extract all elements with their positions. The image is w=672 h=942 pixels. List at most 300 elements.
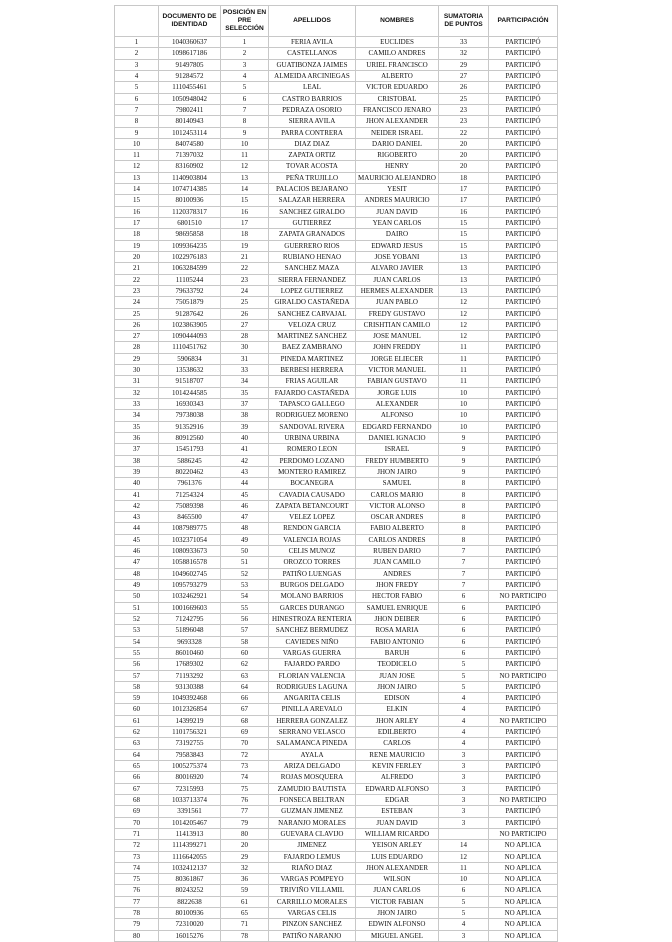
cell-names: JHON FREDY (356, 580, 439, 591)
cell-points: 7 (439, 580, 489, 591)
cell-points: 9 (439, 444, 489, 455)
cell-position: 62 (221, 659, 269, 670)
cell-index: 49 (115, 580, 159, 591)
cell-surnames: RIAÑO DIAZ (269, 862, 356, 873)
cell-names: JHON ARLEY (356, 715, 439, 726)
cell-participation: PARTICIPÓ (489, 749, 558, 760)
table-row (115, 636, 558, 647)
cell-names: EDGAR (356, 794, 439, 805)
cell-surnames: MOLANO BARRIOS (269, 591, 356, 602)
cell-participation: NO APLICA (489, 908, 558, 919)
cell-index: 67 (115, 783, 159, 794)
cell-names: CRISHTIAN CAMILO (356, 319, 439, 330)
cell-position: 11 (221, 150, 269, 161)
cell-participation: PARTICIPÓ (489, 727, 558, 738)
cell-document: 1001669603 (159, 602, 221, 613)
cell-participation: PARTICIPÓ (489, 636, 558, 647)
cell-points: 3 (439, 749, 489, 760)
cell-surnames: SALAMANCA PINEDA (269, 738, 356, 749)
cell-position: 71 (221, 919, 269, 930)
cell-names: JUAN CARLOS (356, 274, 439, 285)
cell-position: 65 (221, 908, 269, 919)
cell-document: 80016920 (159, 772, 221, 783)
cell-surnames: ANGARITA CELIS (269, 693, 356, 704)
cell-surnames: SANCHEZ BERMUDEZ (269, 625, 356, 636)
cell-points: 12 (439, 319, 489, 330)
table-row (115, 568, 558, 579)
cell-names: JUAN CAMILO (356, 557, 439, 568)
cell-names: YESIT (356, 184, 439, 195)
cell-document: 5886245 (159, 455, 221, 466)
cell-names: NEIDER ISRAEL (356, 127, 439, 138)
cell-document: 1032412137 (159, 862, 221, 873)
cell-document: 80100936 (159, 908, 221, 919)
cell-document: 1014244585 (159, 387, 221, 398)
table-row (115, 365, 558, 376)
cell-position: 10 (221, 138, 269, 149)
cell-points: 5 (439, 659, 489, 670)
cell-names: VICTOR MANUEL (356, 365, 439, 376)
cell-surnames: DIAZ DIAZ (269, 138, 356, 149)
cell-names: JHON DEIBER (356, 613, 439, 624)
cell-points: 9 (439, 455, 489, 466)
cell-position: 61 (221, 896, 269, 907)
cell-names: JUAN JOSE (356, 670, 439, 681)
cell-position: 58 (221, 636, 269, 647)
cell-surnames: ZAPATA GRANADOS (269, 229, 356, 240)
table-row (115, 478, 558, 489)
cell-points: 9 (439, 432, 489, 443)
cell-participation: PARTICIPÓ (489, 104, 558, 115)
cell-surnames: VELEZ LOPEZ (269, 512, 356, 523)
cell-names: LUIS EDUARDO (356, 851, 439, 862)
cell-names: ALVARO JAVIER (356, 263, 439, 274)
cell-index: 52 (115, 613, 159, 624)
cell-surnames: ZAPATA BETANCOURT (269, 500, 356, 511)
cell-surnames: FAJARDO LEMUS (269, 851, 356, 862)
cell-points: 12 (439, 308, 489, 319)
cell-names: JOSE YOBANI (356, 251, 439, 262)
cell-participation: NO APLICA (489, 885, 558, 896)
cell-surnames: FERIA AVILA (269, 37, 356, 48)
cell-index: 39 (115, 466, 159, 477)
cell-participation: PARTICIPÓ (489, 387, 558, 398)
cell-surnames: GIRALDO CASTAÑEDA (269, 297, 356, 308)
table-row (115, 896, 558, 907)
table-row (115, 150, 558, 161)
cell-index: 79 (115, 919, 159, 930)
cell-surnames: OROZCO TORRES (269, 557, 356, 568)
cell-participation: PARTICIPÓ (489, 150, 558, 161)
cell-position: 59 (221, 885, 269, 896)
cell-surnames: RODRIGUEZ MORENO (269, 410, 356, 421)
cell-document: 80140943 (159, 116, 221, 127)
table-row (115, 749, 558, 760)
header-document: DOCUMENTO DE IDENTIDAD (159, 6, 221, 37)
cell-surnames: BERBESI HERRERA (269, 365, 356, 376)
cell-surnames: GUTIERREZ (269, 218, 356, 229)
table-row (115, 840, 558, 851)
table-row (115, 184, 558, 195)
cell-points: 15 (439, 240, 489, 251)
table-row (115, 512, 558, 523)
cell-position: 74 (221, 772, 269, 783)
cell-points: 5 (439, 896, 489, 907)
cell-position: 63 (221, 670, 269, 681)
cell-index: 58 (115, 681, 159, 692)
cell-document: 71397032 (159, 150, 221, 161)
cell-document: 1012453114 (159, 127, 221, 138)
cell-index: 21 (115, 263, 159, 274)
cell-points: 6 (439, 636, 489, 647)
cell-position: 39 (221, 421, 269, 432)
cell-surnames: ARIZA DELGADO (269, 761, 356, 772)
cell-participation: PARTICIPÓ (489, 218, 558, 229)
cell-index: 57 (115, 670, 159, 681)
table-row (115, 59, 558, 70)
cell-position: 1 (221, 37, 269, 48)
cell-surnames: SERRANO VELASCO (269, 727, 356, 738)
cell-document: 91497805 (159, 59, 221, 70)
cell-position: 54 (221, 591, 269, 602)
cell-participation: PARTICIPÓ (489, 138, 558, 149)
cell-document: 84074580 (159, 138, 221, 149)
cell-document: 5906834 (159, 353, 221, 364)
cell-position: 79 (221, 817, 269, 828)
cell-names: EDILBERTO (356, 727, 439, 738)
cell-participation: NO PARTICIPO (489, 670, 558, 681)
cell-index: 74 (115, 862, 159, 873)
cell-document: 1022976183 (159, 251, 221, 262)
table-row (115, 930, 558, 941)
cell-position: 26 (221, 308, 269, 319)
cell-points: 7 (439, 546, 489, 557)
cell-surnames: FONSECA BELTRAN (269, 794, 356, 805)
cell-participation: PARTICIPÓ (489, 206, 558, 217)
cell-position: 29 (221, 851, 269, 862)
cell-names: ALEXANDER (356, 399, 439, 410)
cell-index: 26 (115, 319, 159, 330)
cell-participation: PARTICIPÓ (489, 761, 558, 772)
cell-names: RUBEN DARIO (356, 546, 439, 557)
cell-names: ALFREDO (356, 772, 439, 783)
cell-position: 37 (221, 399, 269, 410)
cell-participation: PARTICIPÓ (489, 817, 558, 828)
cell-participation: PARTICIPÓ (489, 738, 558, 749)
cell-document: 1110451762 (159, 342, 221, 353)
table-row (115, 534, 558, 545)
cell-names: JORGE LUIS (356, 387, 439, 398)
cell-points: 6 (439, 625, 489, 636)
cell-position: 34 (221, 376, 269, 387)
cell-surnames: CAVIEDES NIÑO (269, 636, 356, 647)
cell-participation: NO APLICA (489, 930, 558, 941)
cell-participation: PARTICIPÓ (489, 285, 558, 296)
cell-participation: PARTICIPÓ (489, 319, 558, 330)
cell-participation: PARTICIPÓ (489, 602, 558, 613)
cell-position: 9 (221, 127, 269, 138)
cell-document: 1032462921 (159, 591, 221, 602)
cell-surnames: PINILLA AREVALO (269, 704, 356, 715)
cell-names: JUAN CARLOS (356, 885, 439, 896)
cell-position: 14 (221, 184, 269, 195)
cell-position: 57 (221, 625, 269, 636)
cell-index: 77 (115, 896, 159, 907)
cell-position: 6 (221, 93, 269, 104)
cell-index: 51 (115, 602, 159, 613)
cell-participation: PARTICIPÓ (489, 647, 558, 658)
cell-position: 13 (221, 172, 269, 183)
cell-index: 72 (115, 840, 159, 851)
cell-index: 24 (115, 297, 159, 308)
cell-names: CAMILO ANDRES (356, 48, 439, 59)
cell-points: 10 (439, 874, 489, 885)
cell-points: 11 (439, 342, 489, 353)
cell-surnames: GUERRERO RIOS (269, 240, 356, 251)
table-row (115, 670, 558, 681)
cell-document: 75089398 (159, 500, 221, 511)
table-row (115, 387, 558, 398)
cell-surnames: JIMENEZ (269, 840, 356, 851)
cell-names: SAMUEL (356, 478, 439, 489)
table-row (115, 308, 558, 319)
cell-position: 4 (221, 70, 269, 81)
cell-position: 36 (221, 874, 269, 885)
table-row (115, 93, 558, 104)
table-row (115, 274, 558, 285)
cell-document: 71242795 (159, 613, 221, 624)
cell-participation: NO APLICA (489, 840, 558, 851)
cell-index: 64 (115, 749, 159, 760)
table-row (115, 218, 558, 229)
header-position: POSICIÓN EN PRE SELECCIÓN (221, 6, 269, 37)
cell-surnames: HERRERA GONZALEZ (269, 715, 356, 726)
cell-names: ALBERTO (356, 70, 439, 81)
cell-surnames: MONTERO RAMIREZ (269, 466, 356, 477)
cell-index: 70 (115, 817, 159, 828)
cell-index: 8 (115, 116, 159, 127)
cell-names: CARLOS ANDRES (356, 534, 439, 545)
table-row (115, 48, 558, 59)
cell-index: 44 (115, 523, 159, 534)
cell-position: 8 (221, 116, 269, 127)
cell-participation: PARTICIPÓ (489, 783, 558, 794)
cell-surnames: BAEZ ZAMBRANO (269, 342, 356, 353)
cell-position: 80 (221, 828, 269, 839)
cell-position: 35 (221, 387, 269, 398)
cell-names: EDISON (356, 693, 439, 704)
cell-document: 1116642055 (159, 851, 221, 862)
cell-position: 20 (221, 840, 269, 851)
cell-position: 76 (221, 794, 269, 805)
cell-points: 5 (439, 670, 489, 681)
cell-index: 35 (115, 421, 159, 432)
cell-position: 5 (221, 82, 269, 93)
table-row (115, 240, 558, 251)
cell-position: 73 (221, 761, 269, 772)
cell-document: 1049392468 (159, 693, 221, 704)
cell-document: 73192755 (159, 738, 221, 749)
cell-document: 16015276 (159, 930, 221, 941)
cell-document: 1098617186 (159, 48, 221, 59)
table-row (115, 432, 558, 443)
cell-names: JHON JAIRO (356, 908, 439, 919)
cell-index: 13 (115, 172, 159, 183)
cell-participation: PARTICIPÓ (489, 693, 558, 704)
cell-participation: PARTICIPÓ (489, 421, 558, 432)
cell-position: 53 (221, 580, 269, 591)
cell-position: 78 (221, 930, 269, 941)
cell-document: 6801510 (159, 218, 221, 229)
cell-index: 28 (115, 342, 159, 353)
cell-points: 17 (439, 184, 489, 195)
cell-surnames: BURGOS DELGADO (269, 580, 356, 591)
cell-points: 15 (439, 218, 489, 229)
cell-names: HECTOR FABIO (356, 591, 439, 602)
cell-participation: NO APLICA (489, 874, 558, 885)
cell-position: 25 (221, 297, 269, 308)
cell-index: 23 (115, 285, 159, 296)
cell-participation: PARTICIPÓ (489, 376, 558, 387)
cell-participation: NO PARTICIPO (489, 828, 558, 839)
cell-participation: PARTICIPÓ (489, 568, 558, 579)
cell-surnames: ROJAS MOSQUERA (269, 772, 356, 783)
cell-position: 42 (221, 455, 269, 466)
cell-points: 9 (439, 466, 489, 477)
cell-document: 79802411 (159, 104, 221, 115)
cell-document: 91352916 (159, 421, 221, 432)
cell-position: 40 (221, 432, 269, 443)
cell-document: 13538632 (159, 365, 221, 376)
table-row (115, 229, 558, 240)
cell-participation: NO APLICA (489, 919, 558, 930)
cell-points: 8 (439, 512, 489, 523)
cell-surnames: PINEDA MARTINEZ (269, 353, 356, 364)
cell-position: 2 (221, 48, 269, 59)
cell-index: 22 (115, 274, 159, 285)
cell-names: DAIRO (356, 229, 439, 240)
cell-surnames: CASTELLANOS (269, 48, 356, 59)
table-row (115, 285, 558, 296)
cell-document: 11105244 (159, 274, 221, 285)
cell-document: 72310020 (159, 919, 221, 930)
cell-names: FRANCISCO JENARO (356, 104, 439, 115)
table-row (115, 342, 558, 353)
table-row (115, 444, 558, 455)
header-points: SUMATORIA DE PUNTOS (439, 6, 489, 37)
cell-index: 20 (115, 251, 159, 262)
cell-document: 1033713374 (159, 794, 221, 805)
table-row (115, 851, 558, 862)
cell-points: 5 (439, 681, 489, 692)
cell-document: 80243252 (159, 885, 221, 896)
cell-participation: PARTICIPÓ (489, 37, 558, 48)
cell-participation: PARTICIPÓ (489, 342, 558, 353)
cell-participation: PARTICIPÓ (489, 365, 558, 376)
cell-index: 76 (115, 885, 159, 896)
cell-index: 30 (115, 365, 159, 376)
cell-participation: PARTICIPÓ (489, 82, 558, 93)
cell-participation: PARTICIPÓ (489, 580, 558, 591)
cell-document: 91284572 (159, 70, 221, 81)
table-row (115, 161, 558, 172)
table-row (115, 37, 558, 48)
cell-surnames: NARANJO MORALES (269, 817, 356, 828)
cell-document: 93130388 (159, 681, 221, 692)
cell-index: 32 (115, 387, 159, 398)
cell-participation: PARTICIPÓ (489, 704, 558, 715)
table-row (115, 206, 558, 217)
cell-names: WILSON (356, 874, 439, 885)
cell-names: ELKIN (356, 704, 439, 715)
table-row (115, 738, 558, 749)
table-row (115, 82, 558, 93)
table-row (115, 828, 558, 839)
cell-document: 1074714385 (159, 184, 221, 195)
cell-names: FABIO ALBERTO (356, 523, 439, 534)
cell-participation: PARTICIPÓ (489, 557, 558, 568)
table-row (115, 772, 558, 783)
cell-points (439, 828, 489, 839)
cell-points: 12 (439, 331, 489, 342)
cell-participation: PARTICIPÓ (489, 70, 558, 81)
cell-names: JHON JAIRO (356, 681, 439, 692)
cell-document: 1101756321 (159, 727, 221, 738)
cell-names: JOHN FREDDY (356, 342, 439, 353)
cell-points: 7 (439, 568, 489, 579)
cell-index: 45 (115, 534, 159, 545)
cell-index: 19 (115, 240, 159, 251)
cell-document: 1049602745 (159, 568, 221, 579)
cell-index: 17 (115, 218, 159, 229)
cell-names: EDGARD FERNANDO (356, 421, 439, 432)
cell-points: 11 (439, 353, 489, 364)
cell-position: 72 (221, 749, 269, 760)
table-row (115, 138, 558, 149)
cell-points: 10 (439, 399, 489, 410)
cell-index: 60 (115, 704, 159, 715)
cell-position: 56 (221, 613, 269, 624)
cell-position: 44 (221, 478, 269, 489)
cell-index: 10 (115, 138, 159, 149)
cell-names: VICTOR EDUARDO (356, 82, 439, 93)
cell-document: 1012326854 (159, 704, 221, 715)
cell-index: 31 (115, 376, 159, 387)
table-row (115, 602, 558, 613)
cell-surnames: TRIVIÑO VILLAMIL (269, 885, 356, 896)
cell-document: 1095793279 (159, 580, 221, 591)
cell-points: 3 (439, 930, 489, 941)
cell-document: 86010460 (159, 647, 221, 658)
cell-names: RENE MAURICIO (356, 749, 439, 760)
cell-participation: PARTICIPÓ (489, 161, 558, 172)
cell-participation: PARTICIPÓ (489, 240, 558, 251)
cell-index: 69 (115, 806, 159, 817)
cell-participation: PARTICIPÓ (489, 127, 558, 138)
cell-document: 80100936 (159, 195, 221, 206)
cell-index: 2 (115, 48, 159, 59)
table-row (115, 466, 558, 477)
table-row (115, 794, 558, 805)
table-row (115, 591, 558, 602)
cell-points: 6 (439, 647, 489, 658)
cell-position: 77 (221, 806, 269, 817)
cell-document: 79738038 (159, 410, 221, 421)
header-surnames: APELLIDOS (269, 6, 356, 37)
cell-names: VICTOR FABIAN (356, 896, 439, 907)
cell-index: 68 (115, 794, 159, 805)
table-row (115, 580, 558, 591)
